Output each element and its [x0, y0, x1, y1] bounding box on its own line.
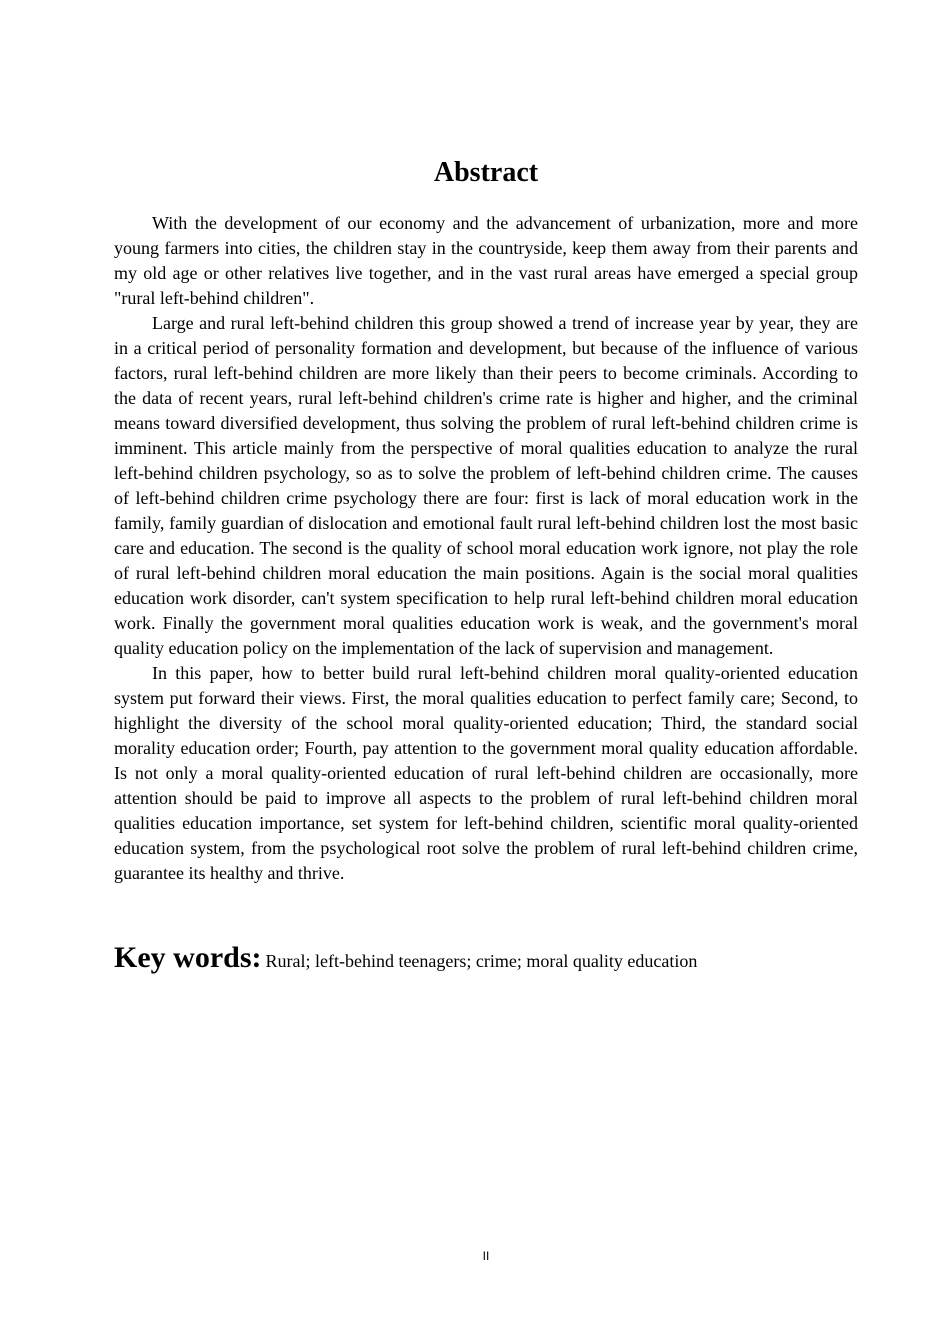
keywords-value: Rural; left-behind teenagers; crime; moral quality education: [265, 951, 698, 971]
abstract-paragraph-2: Large and rural left-behind children this group showed a trend of increase year by year, they are in a critical period of personality formation and development, but because of the influence of various factors, rural left-behind children are more likely than their peers to become criminals. According to the data of recent years, rural left-behind children's crime rate is higher and higher, and the criminal means toward diversified development, thus solving the problem of rural left-behind children crime is imminent. This article mainly from the perspective of moral qualities education to analyze the rural left-behind children psychology, so as to solve the problem of left-behind children crime. The causes of left-behind children crime psychology there are four: first is lack of moral education work in the family, family guardian of dislocation and emotional fault rural left-behind children lost the most basic care and education. The second is the quality of school moral education work ignore, not play the role of rural left-behind children moral education the main positions. Again is the social moral qualities education work disorder, can't system specification to help rural left-behind children moral education work. Finally the government moral qualities education work is weak, and the government's moral quality education policy on the implementation of the lack of supervision and management.: [114, 313, 858, 658]
keywords-label: Key words:: [114, 941, 262, 974]
abstract-body: [114, 211, 858, 886]
abstract-paragraph-1: With the development of our economy and the advancement of urbanization, more and more young farmers into cities, the children stay in the countryside, keep them away from their parents and my old age or other relatives live together, and in the vast rural areas have emerged a special group "rural left-behind children".: [114, 213, 858, 308]
abstract-paragraph-3: In this paper, how to better build rural left-behind children moral quality-oriented education system put forward their views. First, the moral qualities education to perfect family care; Second, to highlight the diversity of the school moral quality-oriented education; Third, the standard social morality education order; Fourth, pay attention to the government moral quality education affordable. Is not only a moral quality-oriented education of rural left-behind children are occasionally, more attention should be paid to improve all aspects to the problem of rural left-behind children moral qualities education importance, set system for left-behind children, scientific moral quality-oriented education system, from the psychological root solve the problem of rural left-behind children crime, guarantee its healthy and thrive.: [114, 663, 858, 883]
abstract-title: Abstract: [433, 157, 539, 188]
page-number: II: [482, 1249, 490, 1263]
keywords-line: [114, 938, 858, 983]
